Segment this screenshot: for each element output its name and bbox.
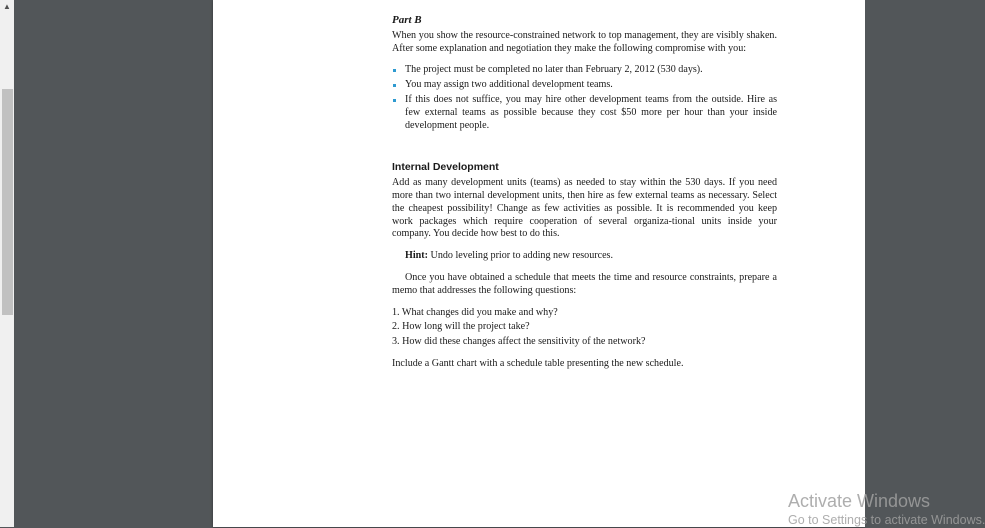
bullet-icon (393, 69, 396, 72)
list-item (392, 64, 777, 77)
list-item (392, 79, 777, 92)
questions-list (392, 307, 777, 349)
bullet-icon (393, 99, 396, 102)
list-item-text: The project must be completed no later than February 2, 2012 (530 days). (405, 64, 703, 76)
hint-text: Undo leveling prior to adding new resources. (430, 250, 614, 262)
part-heading: Part B (392, 14, 422, 26)
list-item (392, 94, 777, 132)
list-item: 1. What changes did you make and why? (392, 306, 558, 318)
section-paragraph: Add as many development units (teams) as needed to stay within the 530 days. If you need more than two internal development units, then hire as few external teams as necessary. Select the cheapest possibility! Change as few activities as possible. It is recommended you keep work packages which require cooperation of several organiza-tional units inside your company. You decide how best to do this. (392, 177, 777, 240)
document-page (213, 0, 865, 527)
hint-paragraph (405, 250, 777, 263)
intro-paragraph: When you show the resource-constrained network to top management, they are visibly shaken. After some explanation and negotiation they make the following compromise with you: (392, 29, 777, 54)
list-item-text: You may assign two additional development teams. (405, 79, 613, 91)
page-content (392, 14, 777, 371)
scrollbar-thumb[interactable] (2, 89, 13, 315)
watermark-title: Activate Windows (788, 491, 931, 511)
list-item: 2. How long will the project take? (392, 321, 530, 333)
memo-intro-paragraph: Once you have obtained a schedule that meets the time and resource constraints, prepare a memo that addresses the following questions: (392, 271, 777, 296)
viewer-margin-right (865, 0, 939, 527)
bullet-icon (393, 84, 396, 87)
scroll-up-arrow-icon[interactable]: ▲ (3, 2, 11, 11)
hint-label: Hint: (405, 250, 428, 262)
constraints-list (392, 64, 777, 132)
watermark-subtitle: Go to Settings to activate Windows. (788, 513, 985, 527)
closing-paragraph: Include a Gantt chart with a schedule table presenting the new schedule. (392, 357, 684, 369)
vertical-scrollbar[interactable] (0, 0, 14, 527)
activation-watermark (788, 490, 985, 528)
list-item: 3. How did these changes affect the sensitivity of the network? (392, 336, 646, 348)
list-item-text: If this does not suffice, you may hire other development teams from the outside. Hire as few external teams as possible because they cost $50 more per hour than your inside development people. (405, 93, 777, 131)
section-heading: Internal Development (392, 161, 499, 174)
